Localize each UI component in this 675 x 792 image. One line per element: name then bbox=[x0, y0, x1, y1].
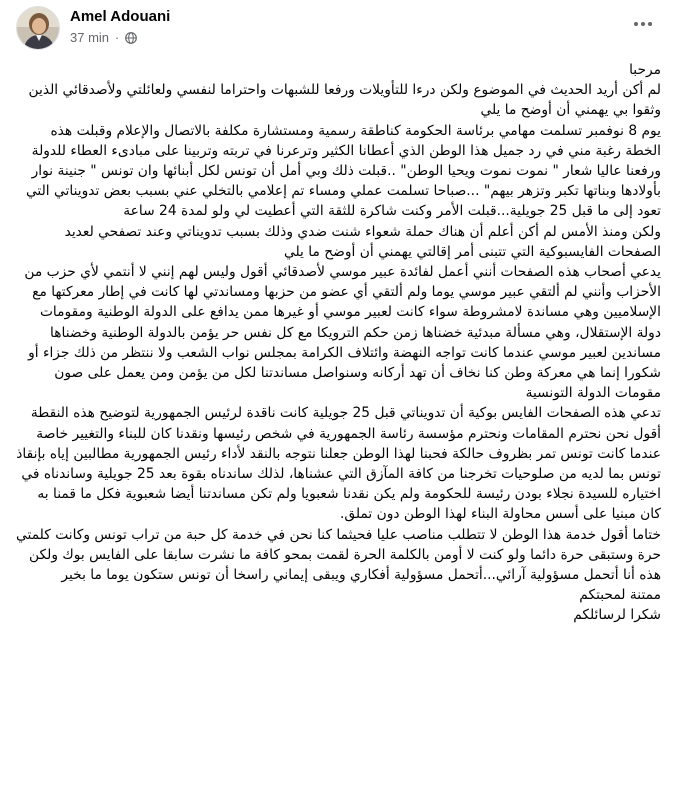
post-paragraph: ممتنة لمحبتكم bbox=[579, 587, 661, 604]
globe-icon[interactable] bbox=[125, 32, 137, 44]
post-timestamp[interactable]: 37 min bbox=[70, 30, 110, 45]
post-paragraph: يوم 8 نوفمبر تسلمت مهامي برئاسة الحكومة كناطقة رسمية ومستشارة مكلفة بالاتصال والإعلام وقبلت هذه الخطة رغبة مني في رد جميل هذا الوطن الذي أعطانا الكثير وترعرنا في تربته وتربينا على مبادىء العطاء للدولة ورفعنا عاليا شعار " نموت نموت ويحيا الوطن" ..قبلت ذلك وبي أمل أن تونس لكل أبنائها وان تونس " جنينة نوار بأولادها وبناتها تكبر وتزهر بيهم" ...صباحا تسلمت عملي ومساء تم إعلامي بالتخلي عني بسبب بعض تدويناتي التي تعود إلى ما قبل 25 جويلية...قبلت الأمر وكنت شاكرة للثقة التي أعطيت لي ولو لمدة 24 ساعة bbox=[25, 122, 661, 220]
post-paragraph: تدعي هذه الصفحات الفايس بوكية أن تدويناتي قبل 25 جويلية كانت ناقدة لرئيس الجمهورية لتوضيح هذه النقطة أقول نحن نحترم المقامات ونحترم مؤسسة رئاسة الجمهورية في شخص رئيسها ونقدنا كان للبناء والتغيير خاصة عندما كانت تونس تمر بظروف حالكة فحبنا لهذا الوطن جعلنا نتوجه بالنقد لأداء رئيس الجمهورية مطالبين إياه بإنقاذ تونس بما لديه من صلوحيات تخرجنا من كافة المآزق التي عشناها، لذلك ساندناه بقوة بعد 25 جويلية وساندناه في اختياره للسيدة نجلاء بودن رئيسة للحكومة ولم يكن نقدنا شعبويا ولم تكن مساندتنا أيضا شعبوية فكل ما قمنا به كان مبنيا على أسس محاولة البناء لهذا الوطن دون تملق. bbox=[16, 405, 661, 523]
post-body bbox=[16, 60, 661, 788]
avatar-photo bbox=[17, 7, 60, 50]
more-options-icon[interactable] bbox=[625, 12, 661, 36]
more-dot bbox=[641, 22, 645, 26]
author-name[interactable]: Amel Adouani bbox=[70, 8, 171, 25]
more-dot bbox=[648, 22, 652, 26]
post-meta bbox=[70, 30, 137, 45]
post-header bbox=[16, 6, 661, 50]
post-paragraph: شكرا لرسائلكم bbox=[573, 607, 661, 624]
post-paragraph: ولكن ومنذ الأمس لم أكن أعلم أن هناك حملة شعواء شنت ضدي وذلك بسبب تدويناتي وعند تصفحي لعديد الصفحات الفايسبوكية التي تتبنى أمر إقالتي يهمني أن أوضح ما يلي bbox=[64, 223, 661, 260]
post-paragraph: ختاما أقول خدمة هذا الوطن لا تتطلب مناصب عليا فحيثما كنا نحن في خدمة كل حبة من تراب تونس وكانت كلمتي حرة وستبقى حرة دائما ولو كنت لا أومن بالكلمة الحرة لقمت بمحو كافة ما نشرت سابقا على الفايس بوك ولكن هذه أنا أتحمل مسؤولية آرائي...أتحمل مسؤولية أفكاري ويبقى إيماني راسخا أن تونس ستكون يوما ما بخير bbox=[16, 526, 661, 584]
post-paragraph: لم أكن أريد الحديث في الموضوع ولكن درءا للتأويلات ورفعا للشبهات واحتراما لنفسي ولعائلتي ولأصدقائي الذين وثقوا بي يهمني أن أوضح ما يلي bbox=[28, 82, 661, 119]
post-paragraph: مرحبا bbox=[629, 62, 661, 78]
meta-separator: · bbox=[114, 30, 120, 45]
more-dot bbox=[634, 22, 638, 26]
author-avatar[interactable] bbox=[16, 6, 60, 50]
post-paragraph: يدعي أصحاب هذه الصفحات أنني أعمل لفائدة عبير موسي لأصدقائي أقول وليس لهم إنني لا أنتمي لأي حزب من الأحزاب وأنني لم ألتقي عبير موسي يوما ولم ألتقي أي عضو من حزبها ومساندتي لها كانت في إطار معركتها مع الإسلاميين وهي مساندة لامشروطة سواء كانت لعبير موسي أو غيرها ممن يدافع على الدولة الوطنية ومقومات دولة الإستقلال، وهي مسألة مبدئية خضناها زمن حكم الترويكا مع كل نفس حر يؤمن بالدولة الوطنية وخضناها مساندين لعبير موسي عندما كانت تواجه النهضة وائتلاف الكرامة بمجلس نواب الشعب ولا ننتظر من ذلك جزاء أو شكورا إنما هي معركة وطن كنا نخاف أن تهد أركانه وسنواصل مساندتنا لكل من يؤمن ومن يعمل على صون مقومات الدولة التونسية bbox=[24, 264, 661, 402]
